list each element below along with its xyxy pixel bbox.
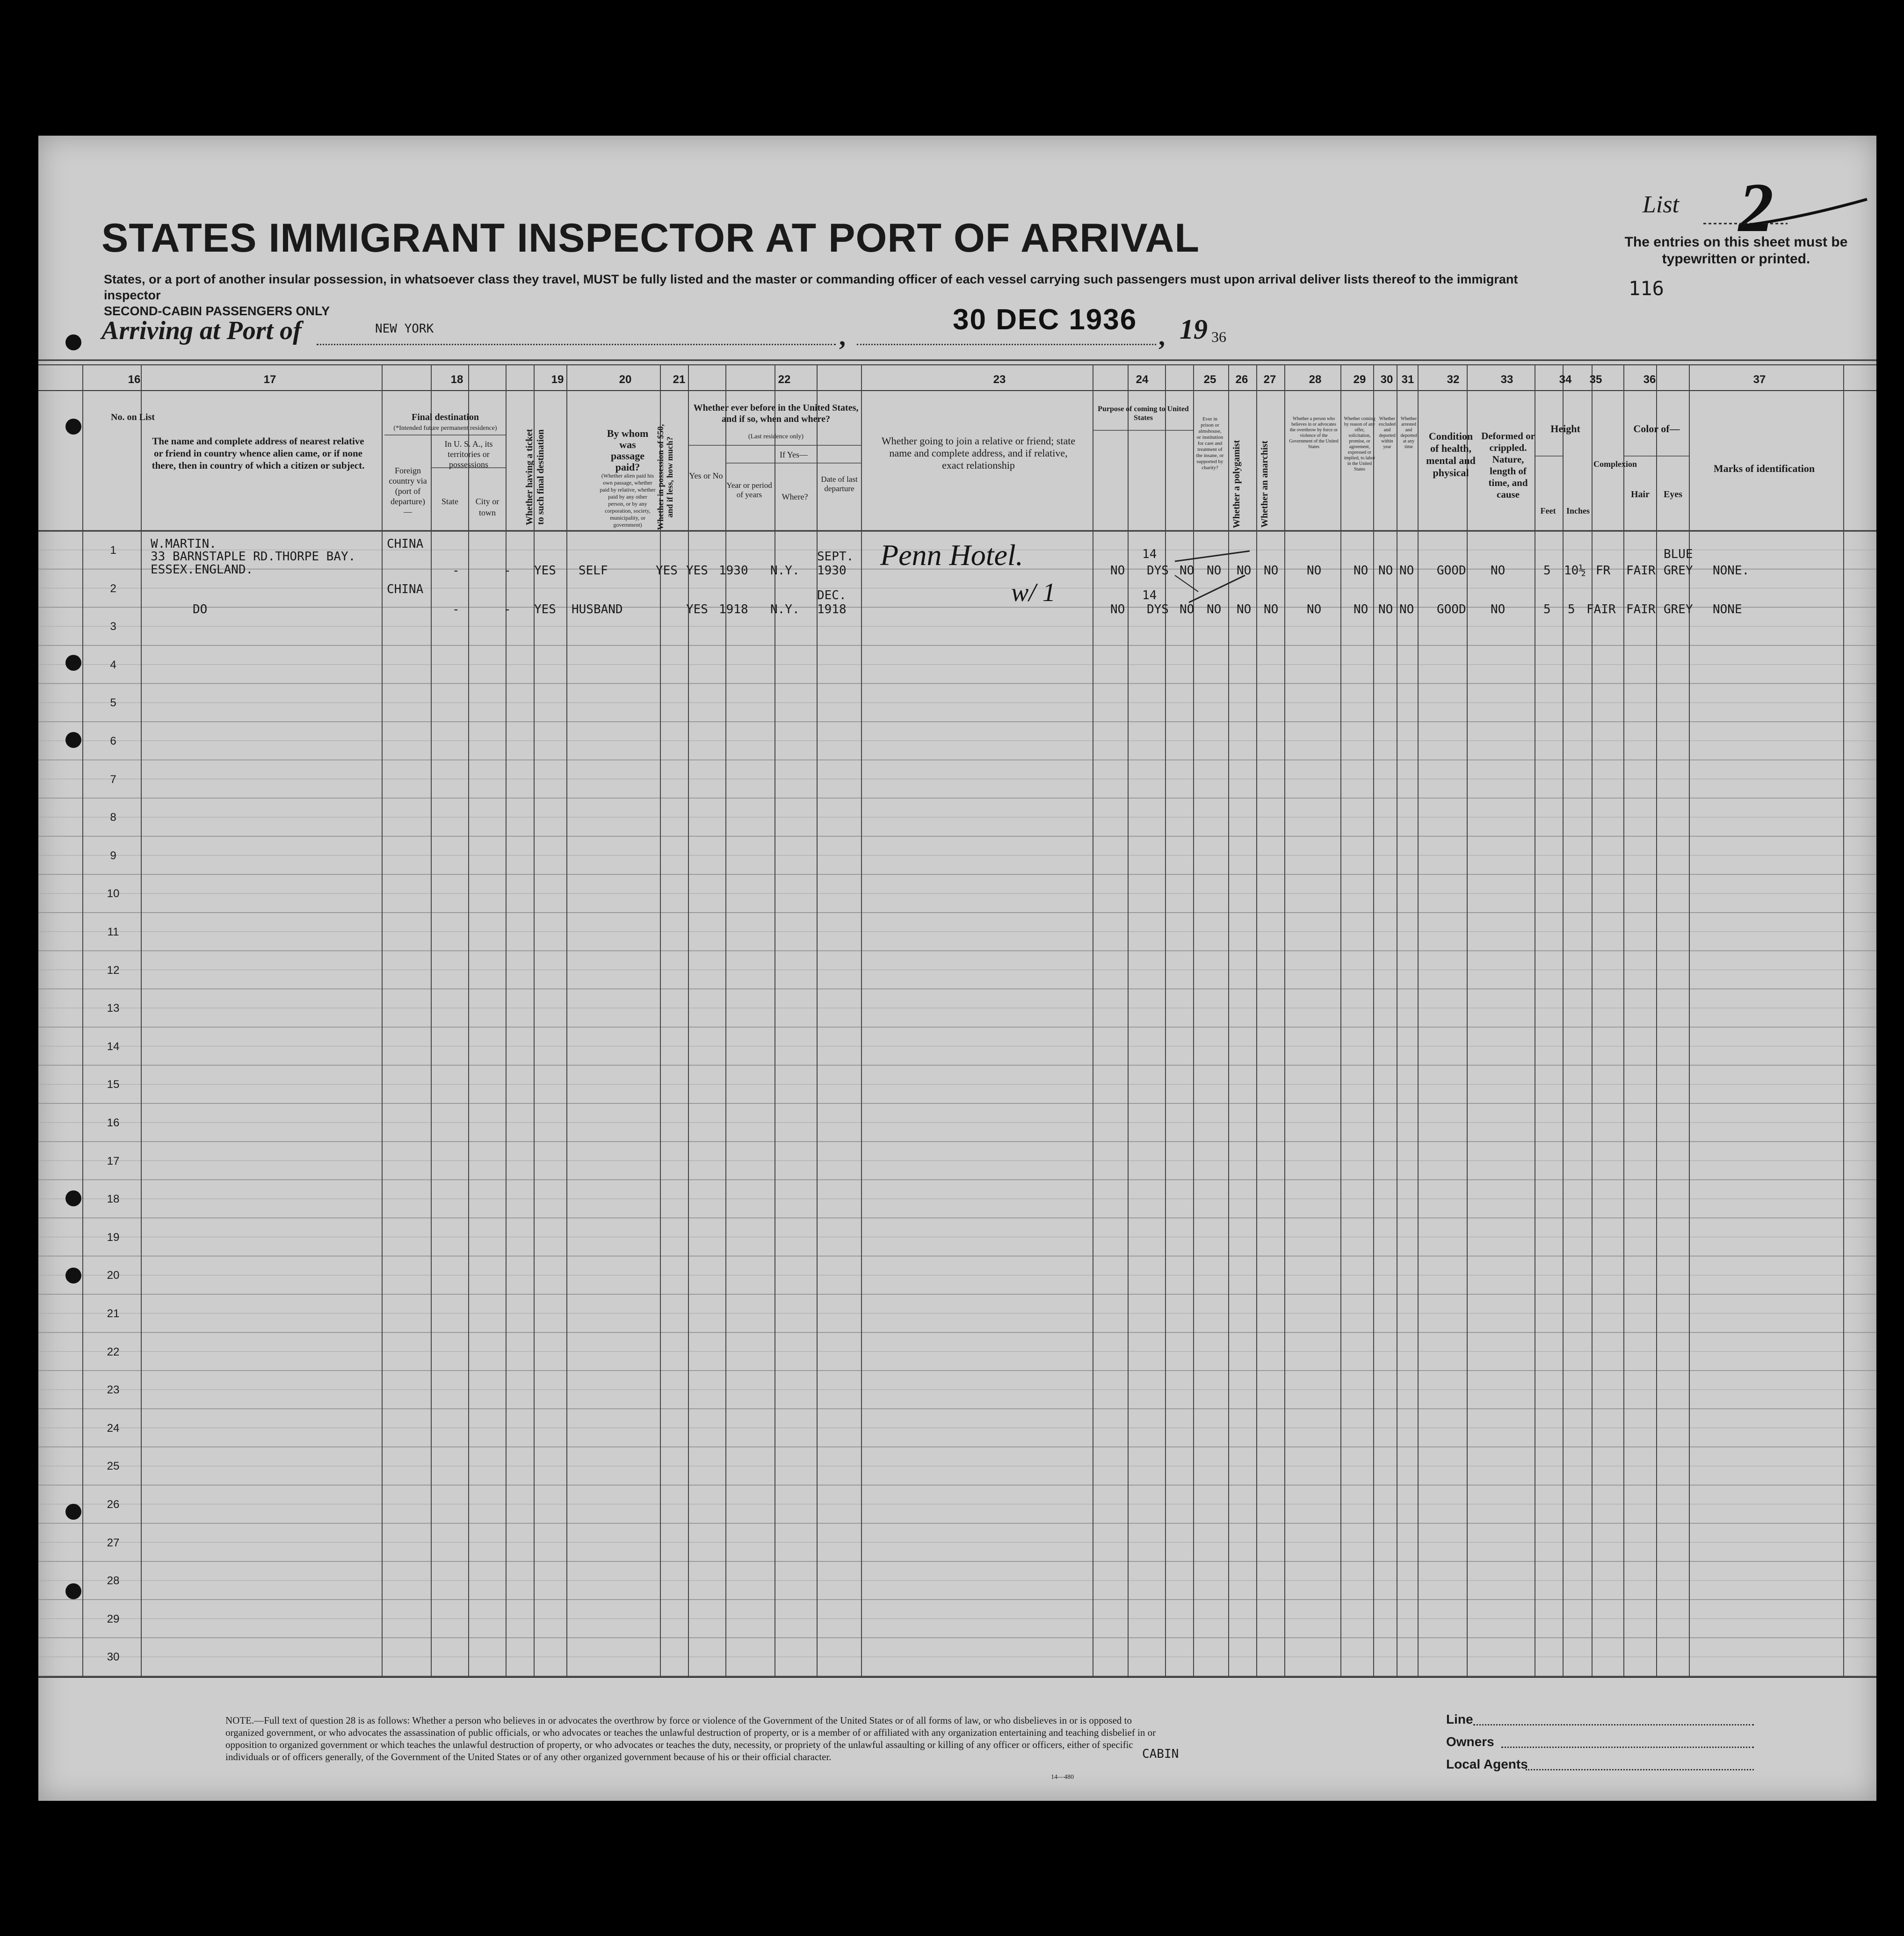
row1-relative-line2: 33 BARNSTAPLE RD.THORPE BAY. bbox=[151, 550, 356, 564]
col-number-18: 18 bbox=[450, 373, 463, 386]
header-no-on-list: No. on List bbox=[111, 412, 155, 422]
agents-fill bbox=[1526, 1769, 1754, 1770]
row1-departure-month: SEPT. bbox=[817, 550, 854, 564]
row1-fifty: YES bbox=[656, 564, 678, 578]
row2-purpose-days: 14 bbox=[1142, 588, 1157, 602]
header-marks: Marks of identification bbox=[1713, 463, 1815, 474]
row-number: 17 bbox=[107, 1154, 120, 1167]
row-number: 12 bbox=[107, 964, 120, 977]
instructions-line-1: States, or a port of another insular possession, in whatsoever class they travel, MUST be fully listed and the master or commanding officer of each vessel carrying such passengers must upon arrival deliver lists thereof to the immigrant inspector bbox=[104, 272, 1518, 302]
header-state: State bbox=[442, 497, 458, 506]
col-number-20: 20 bbox=[619, 373, 632, 386]
row-number: 22 bbox=[107, 1345, 120, 1358]
row2-purpose-unit: DYS bbox=[1147, 602, 1169, 616]
row-number: 23 bbox=[107, 1384, 120, 1397]
col-number-28: 28 bbox=[1309, 373, 1322, 386]
row-number: 20 bbox=[107, 1269, 120, 1282]
row1-col26: NO bbox=[1237, 564, 1252, 578]
instructions-line-2: SECOND-CABIN PASSENGERS ONLY bbox=[104, 304, 330, 318]
row2-before: YES bbox=[686, 602, 708, 616]
row1-complexion: FR bbox=[1596, 564, 1611, 578]
col-number-27: 27 bbox=[1263, 373, 1276, 386]
row2-departure-month: DEC. bbox=[817, 588, 847, 602]
header-passage-paid: By whom was passage paid? bbox=[607, 428, 649, 473]
row-number: 11 bbox=[107, 926, 119, 938]
row1-eyes-line1: BLUE bbox=[1664, 547, 1693, 561]
header-inches: Inches bbox=[1566, 506, 1590, 515]
col-number-16: 16 bbox=[128, 373, 141, 386]
row-number: 28 bbox=[107, 1574, 120, 1588]
row-number: 3 bbox=[110, 620, 116, 633]
row2-purpose-c: NO bbox=[1180, 602, 1195, 616]
row1-relative-line3: ESSEX.ENGLAND. bbox=[151, 563, 253, 577]
row2-eyes: GREY bbox=[1664, 602, 1693, 616]
header-in-usa: In U. S. A., its territories or possessions bbox=[444, 439, 493, 469]
comma: , bbox=[839, 322, 846, 351]
row2-col30: NO bbox=[1378, 602, 1393, 616]
form-code: 14—480 bbox=[1051, 1774, 1074, 1781]
col-number-33: 33 bbox=[1500, 373, 1513, 386]
row2-paid-by: HUSBAND bbox=[572, 602, 623, 616]
row2-col29: NO bbox=[1354, 602, 1368, 616]
header-feet: Feet bbox=[1540, 506, 1556, 515]
row2-deformed: NO bbox=[1491, 602, 1506, 616]
row-number: 19 bbox=[107, 1231, 120, 1244]
cabin-label: CABIN bbox=[1142, 1747, 1179, 1761]
row1-col30: NO bbox=[1378, 564, 1393, 578]
footer-note: NOTE.—Full text of question 28 is as follows: Whether a person who believes in or advocates the overthrow by force or violence of the Government of the United States or of all forms of law, or who disbelieves in or is opposed to organized government, or who advocates the assassination of public officials, or who advocates or teaches the unlawful destruction of property, or is a member of or affiliated with any organization entertaining and teaching disbelief in or opposition to organized government or which teaches the unlawful destruction of property, or who advocates or teaches the duty, necessity, or propriety of the unlawful assaulting or killing of any officer or officers, either of specific individuals or of officers generally, of the Government of the United States or of any other organized government because of his or their official character. bbox=[225, 1715, 1156, 1762]
line-label: Line bbox=[1446, 1712, 1473, 1726]
row2-city: - bbox=[504, 602, 511, 616]
row-number: 10 bbox=[107, 887, 120, 900]
row2-ticket: YES bbox=[534, 602, 556, 616]
row1-inches: 10½ bbox=[1564, 564, 1586, 578]
row1-deformed: NO bbox=[1491, 564, 1506, 578]
row1-marks: NONE. bbox=[1713, 564, 1750, 578]
col-number-37: 37 bbox=[1753, 373, 1766, 386]
header-hair: Hair bbox=[1631, 489, 1650, 500]
row1-paid-by: SELF bbox=[579, 564, 608, 578]
list-number: 2 bbox=[1738, 169, 1774, 247]
row1-hair: FAIR bbox=[1626, 564, 1656, 578]
header-year-or-period: Year or period of years bbox=[726, 481, 772, 499]
row-number: 7 bbox=[110, 773, 116, 786]
arriving-label: Arriving at Port of bbox=[101, 316, 302, 345]
col-number-32: 32 bbox=[1447, 373, 1460, 386]
row2-col25: NO bbox=[1207, 602, 1222, 616]
row1-col29: NO bbox=[1354, 564, 1368, 578]
page-title: STATES IMMIGRANT INSPECTOR AT PORT OF ARRIVAL bbox=[101, 216, 1200, 261]
row1-feet: 5 bbox=[1543, 564, 1551, 578]
pen-marks bbox=[1170, 547, 1259, 608]
row1-condition: GOOD bbox=[1437, 564, 1466, 578]
row1-city: - bbox=[504, 564, 511, 578]
col-number-17: 17 bbox=[263, 373, 276, 386]
row-number: 9 bbox=[110, 849, 116, 862]
col-number-19: 19 bbox=[551, 373, 564, 386]
row1-col27: NO bbox=[1264, 564, 1279, 578]
binder-hole bbox=[65, 419, 81, 435]
line-fill bbox=[1473, 1724, 1754, 1726]
row-number: 21 bbox=[107, 1307, 120, 1320]
row1-where: N.Y. bbox=[770, 564, 800, 578]
row1-year: 1930 bbox=[719, 564, 748, 578]
header-height: Height bbox=[1550, 423, 1580, 435]
row-number: 27 bbox=[107, 1536, 120, 1549]
header-last-residence: (Last residence only) bbox=[748, 433, 804, 440]
row2-col27: NO bbox=[1264, 602, 1279, 616]
header-foreign-country: Foreign country via (port of departure)— bbox=[389, 466, 427, 516]
row1-purpose-c: NO bbox=[1180, 564, 1195, 578]
col-number-35: 35 bbox=[1589, 373, 1602, 386]
date-stamp: 30 DEC 1936 bbox=[953, 304, 1137, 336]
header-yes-or-no: Yes or No bbox=[689, 471, 723, 480]
row-number: 6 bbox=[110, 735, 116, 747]
row1-joining: Penn Hotel. bbox=[880, 538, 1023, 572]
row-number: 30 bbox=[107, 1651, 120, 1664]
header-before-in-us: Whether ever before in the United States, and if so, when and where? bbox=[693, 403, 859, 424]
header-col29: Whether coming by reason of any offer, solicitation, promise, or agreement, expressed or implied, to labor in the United States bbox=[1344, 416, 1376, 472]
binder-hole bbox=[65, 1583, 81, 1599]
header-final-destination-note: (*Intended future permanent residence) bbox=[393, 425, 497, 432]
local-agents-label: Local Agents bbox=[1446, 1757, 1528, 1771]
list-label: List bbox=[1643, 191, 1680, 218]
col-number-34: 34 bbox=[1559, 373, 1572, 386]
col-number-23: 23 bbox=[993, 373, 1006, 386]
row1-ticket: YES bbox=[534, 564, 556, 578]
col-number-25: 25 bbox=[1203, 373, 1216, 386]
row1-foreign-country: CHINA bbox=[387, 537, 424, 551]
row-number: 2 bbox=[110, 582, 116, 595]
header-condition: Condition of health, mental and physical bbox=[1426, 430, 1476, 479]
row1-purpose-a: NO bbox=[1110, 564, 1125, 578]
header-col31: Whether arrested and deported at any time bbox=[1400, 416, 1417, 450]
row-number: 15 bbox=[107, 1078, 120, 1091]
col-number-24: 24 bbox=[1136, 373, 1149, 386]
binder-hole bbox=[65, 1504, 81, 1520]
row1-purpose-unit: DYS bbox=[1147, 564, 1169, 578]
header-final-destination: Final destination bbox=[412, 412, 479, 422]
row-number: 14 bbox=[107, 1040, 120, 1053]
header-polygamist: Whether a polygamist bbox=[1231, 440, 1242, 529]
col-number-31: 31 bbox=[1401, 373, 1414, 386]
row-number: 25 bbox=[107, 1460, 120, 1473]
col-number-21: 21 bbox=[673, 373, 686, 386]
row-number: 18 bbox=[107, 1193, 120, 1206]
header-col25: Ever in prison or almshouse, or institution for care and treatment of the insane, or supported by charity? bbox=[1196, 416, 1224, 471]
header-color-of: Color of— bbox=[1633, 423, 1680, 435]
header-ticket: Whether having a ticket to such final destination bbox=[524, 429, 546, 525]
col-number-22: 22 bbox=[778, 373, 791, 386]
row-number: 29 bbox=[107, 1612, 120, 1625]
row2-joining: w/ 1 bbox=[1011, 578, 1056, 607]
header-city: City or town bbox=[475, 497, 500, 517]
row-number: 16 bbox=[107, 1117, 120, 1129]
row2-year: 1918 bbox=[719, 602, 748, 616]
row1-before: YES bbox=[686, 564, 708, 578]
manifest-sheet bbox=[38, 136, 1876, 1801]
row-number: 8 bbox=[110, 811, 116, 824]
col-number-26: 26 bbox=[1235, 373, 1248, 386]
row1-relative-line1: W.MARTIN. bbox=[151, 537, 217, 551]
header-purpose: Purpose of coming to United States bbox=[1098, 405, 1189, 422]
row2-complexion: FAIR bbox=[1586, 602, 1616, 616]
row2-where: N.Y. bbox=[770, 602, 800, 616]
row2-col31: NO bbox=[1399, 602, 1414, 616]
year-suffix: 36 bbox=[1211, 328, 1226, 345]
row1-state: - bbox=[452, 564, 460, 578]
row2-col28: NO bbox=[1307, 602, 1322, 616]
row2-marks: NONE bbox=[1713, 602, 1742, 616]
binder-hole bbox=[65, 334, 81, 350]
col-number-36: 36 bbox=[1643, 373, 1656, 386]
header-deformed: Deformed or crippled. Nature, length of time, and cause bbox=[1481, 430, 1535, 500]
col-number-29: 29 bbox=[1353, 373, 1366, 386]
header-joining: Whether going to join a relative or friend; state name and complete address, and if relative, exact relationship bbox=[881, 435, 1076, 471]
row-number: 26 bbox=[107, 1498, 120, 1511]
row1-eyes-line2: GREY bbox=[1664, 564, 1693, 578]
row-number: 1 bbox=[110, 544, 116, 557]
header-complexion: Complexion bbox=[1593, 459, 1637, 469]
header-col30: Whether excluded and deported within year bbox=[1378, 416, 1396, 450]
row2-foreign-country: CHINA bbox=[387, 582, 424, 596]
row-number: 13 bbox=[107, 1002, 120, 1015]
year-prefix: 19 bbox=[1180, 314, 1208, 345]
row2-hair: FAIR bbox=[1626, 602, 1656, 616]
row2-condition: GOOD bbox=[1437, 602, 1466, 616]
row2-state: - bbox=[452, 602, 460, 616]
header-col28: Whether a person who believes in or advocates the overthrow by force or violence of the Government of the United States bbox=[1289, 416, 1339, 450]
header-passage-paid-note: (Whether alien paid his own passage, whether paid by relative, whether paid by any other person, or by any corporation, society, municipality, or government) bbox=[600, 472, 656, 528]
row2-col26: NO bbox=[1237, 602, 1252, 616]
binder-hole bbox=[65, 1268, 81, 1283]
row1-departure-year: 1930 bbox=[817, 564, 847, 578]
row2-purpose-a: NO bbox=[1110, 602, 1125, 616]
binder-hole bbox=[65, 732, 81, 748]
header-where: Where? bbox=[782, 492, 808, 501]
row2-departure-year: 1918 bbox=[817, 602, 847, 616]
row2-inches: 5 bbox=[1568, 602, 1575, 616]
header-relative: The name and complete address of nearest relative or friend in country whence alien came, or if none there, then in country of which a citizen or subject. bbox=[152, 435, 365, 471]
port-value: NEW YORK bbox=[375, 322, 434, 336]
row1-purpose-days: 14 bbox=[1142, 547, 1157, 561]
row2-relative: DO bbox=[193, 602, 208, 616]
header-anarchist: Whether an anarchist bbox=[1260, 441, 1270, 528]
comma: , bbox=[1158, 322, 1165, 351]
entries-note: The entries on this sheet must be typewritten or printed. bbox=[1624, 234, 1848, 267]
owners-label: Owners bbox=[1446, 1734, 1494, 1749]
row1-col31: NO bbox=[1399, 564, 1414, 578]
col-number-30: 30 bbox=[1380, 373, 1393, 386]
header-eyes: Eyes bbox=[1664, 489, 1682, 500]
binder-hole bbox=[65, 655, 81, 671]
sheet-number: 116 bbox=[1629, 277, 1664, 300]
binder-hole bbox=[65, 1190, 81, 1206]
row1-col25: NO bbox=[1207, 564, 1222, 578]
row-number: 4 bbox=[110, 658, 116, 671]
header-fifty-dollars: Whether in possession of $50, and if less, how much? bbox=[656, 424, 674, 530]
row2-feet: 5 bbox=[1543, 602, 1551, 616]
row1-col28: NO bbox=[1307, 564, 1322, 578]
header-if-yes: If Yes— bbox=[779, 450, 808, 459]
row-number: 24 bbox=[107, 1421, 120, 1435]
row-number: 5 bbox=[110, 696, 116, 710]
header-date-last-departure: Date of last departure bbox=[821, 475, 858, 493]
owners-fill bbox=[1501, 1747, 1754, 1748]
